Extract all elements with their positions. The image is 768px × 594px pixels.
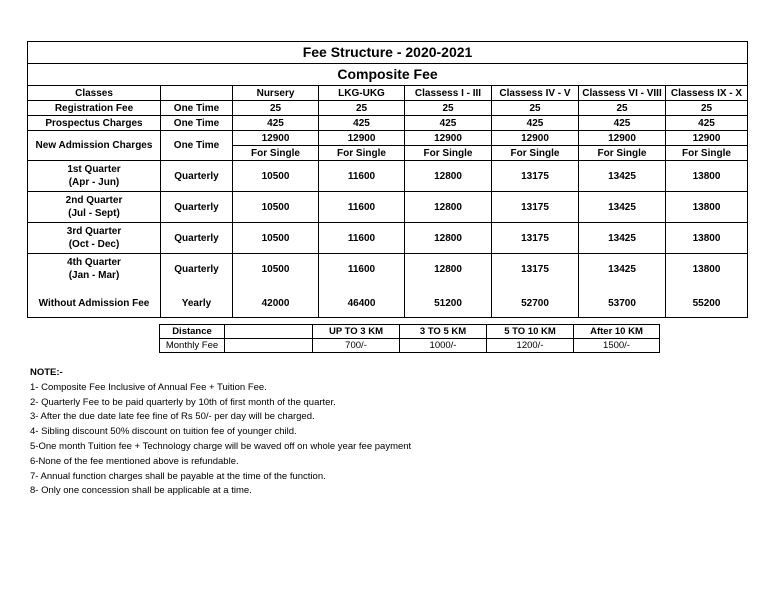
fee-cell: 42000 <box>233 289 319 318</box>
fee-cell: 10500 <box>233 254 319 285</box>
grade-header: Classess IV - V <box>492 86 579 101</box>
grade-header: Classess IX - X <box>666 86 748 101</box>
fee-cell: 10500 <box>233 192 319 223</box>
row-label: New Admission Charges <box>28 131 161 161</box>
fee-cell: 13800 <box>666 192 748 223</box>
fee-cell: 13175 <box>492 223 579 254</box>
grade-header: LKG-UKG <box>319 86 405 101</box>
quarter-name: 4th Quarter <box>67 257 121 268</box>
quarter-months: (Jan - Mar) <box>68 270 120 281</box>
monthly-fee-label: Monthly Fee <box>160 339 225 353</box>
notes-section <box>30 366 411 499</box>
for-single-note: For Single <box>405 146 492 161</box>
quarter-3-row <box>28 223 748 254</box>
note-item: 1- Composite Fee Inclusive of Annual Fee + Tuition Fee. <box>30 381 267 393</box>
note-item: 7- Annual function charges shall be payable at the time of the function. <box>30 470 326 482</box>
row-frequency: Quarterly <box>161 192 233 223</box>
fee-cell: 11600 <box>319 192 405 223</box>
fee-cell: 10500 <box>233 161 319 192</box>
fee-cell: 25 <box>492 101 579 116</box>
fee-cell: 12800 <box>405 223 492 254</box>
fee-cell: 12900 <box>492 131 579 146</box>
fee-cell: 425 <box>579 116 666 131</box>
fee-cell: 10500 <box>233 223 319 254</box>
row-label <box>28 161 161 192</box>
fee-cell: 12800 <box>405 254 492 285</box>
distance-range: 5 TO 10 KM <box>487 325 574 339</box>
note-item: 3- After the due date late fee fine of Rs 50/- per day will be charged. <box>30 411 315 423</box>
notes-heading: NOTE:- <box>30 367 63 378</box>
grade-header: Classess I - III <box>405 86 492 101</box>
fee-cell: 53700 <box>579 289 666 318</box>
row-frequency: One Time <box>161 101 233 116</box>
fee-cell: 11600 <box>319 254 405 285</box>
monthly-fee-value: 1000/- <box>400 339 487 353</box>
classes-header: Classes <box>28 86 161 101</box>
row-label <box>28 223 161 254</box>
quarter-months: (Oct - Dec) <box>68 239 120 250</box>
fee-cell: 25 <box>319 101 405 116</box>
row-label: Without Admission Fee <box>28 289 161 318</box>
distance-label: Distance <box>160 325 225 339</box>
for-single-note: For Single <box>233 146 319 161</box>
fee-structure-table <box>27 41 748 318</box>
fee-cell: 12900 <box>233 131 319 146</box>
row-label: Registration Fee <box>28 101 161 116</box>
page-title: Fee Structure - 2020-2021 <box>28 42 748 64</box>
row-frequency: One Time <box>161 131 233 161</box>
row-label <box>28 254 161 285</box>
monthly-fee-value: 1200/- <box>487 339 574 353</box>
fee-cell: 13800 <box>666 161 748 192</box>
quarter-name: 3rd Quarter <box>66 226 122 237</box>
fee-cell: 25 <box>233 101 319 116</box>
composite-fee-heading: Composite Fee <box>28 64 748 86</box>
monthly-fee-value: 1500/- <box>574 339 660 353</box>
fee-cell: 13800 <box>666 223 748 254</box>
fee-cell: 425 <box>405 116 492 131</box>
fee-cell: 425 <box>492 116 579 131</box>
quarter-1-row <box>28 161 748 192</box>
note-item: 6-None of the fee mentioned above is refundable. <box>30 455 239 467</box>
fee-cell: 11600 <box>319 161 405 192</box>
fee-cell: 13175 <box>492 254 579 285</box>
distance-range: UP TO 3 KM <box>313 325 400 339</box>
row-frequency: Yearly <box>161 289 233 318</box>
quarter-2-row <box>28 192 748 223</box>
fee-cell: 11600 <box>319 223 405 254</box>
row-label: Prospectus Charges <box>28 116 161 131</box>
frequency-header <box>161 86 233 101</box>
fee-cell: 13175 <box>492 192 579 223</box>
for-single-note: For Single <box>492 146 579 161</box>
distance-row <box>160 325 660 339</box>
fee-cell: 12900 <box>579 131 666 146</box>
distance-range: After 10 KM <box>574 325 660 339</box>
fee-cell: 425 <box>233 116 319 131</box>
fee-cell: 12800 <box>405 192 492 223</box>
admission-row <box>28 131 748 146</box>
registration-row <box>28 101 748 116</box>
transport-fee-table <box>159 324 660 353</box>
fee-cell: 25 <box>666 101 748 116</box>
row-label <box>28 192 161 223</box>
fee-cell: 25 <box>579 101 666 116</box>
fee-cell: 13425 <box>579 161 666 192</box>
row-frequency: One Time <box>161 116 233 131</box>
distance-range: 3 TO 5 KM <box>400 325 487 339</box>
grade-header: Nursery <box>233 86 319 101</box>
row-frequency: Quarterly <box>161 254 233 285</box>
fee-cell: 425 <box>319 116 405 131</box>
quarter-name: 2nd Quarter <box>65 195 123 206</box>
fee-cell: 52700 <box>492 289 579 318</box>
fee-cell: 13425 <box>579 223 666 254</box>
fee-cell: 13425 <box>579 192 666 223</box>
note-item: 4- Sibling discount 50% discount on tuition fee of younger child. <box>30 426 297 438</box>
note-item: 2- Quarterly Fee to be paid quarterly by 10th of first month of the quarter. <box>30 396 336 408</box>
fee-cell: 13175 <box>492 161 579 192</box>
fee-cell: 55200 <box>666 289 748 318</box>
grade-header: Classess VI - VIII <box>579 86 666 101</box>
quarter-name: 1st Quarter <box>67 164 121 175</box>
monthly-fee-row <box>160 339 660 353</box>
fee-cell: 425 <box>666 116 748 131</box>
fee-cell: 25 <box>405 101 492 116</box>
fee-cell: 13425 <box>579 254 666 285</box>
fee-cell: 12900 <box>405 131 492 146</box>
note-item: 8- Only one concession shall be applicable at a time. <box>30 485 252 497</box>
prospectus-row <box>28 116 748 131</box>
quarter-months: (Apr - Jun) <box>68 177 120 188</box>
for-single-note: For Single <box>666 146 748 161</box>
for-single-note: For Single <box>319 146 405 161</box>
yearly-row <box>28 289 748 318</box>
fee-cell: 46400 <box>319 289 405 318</box>
fee-cell: 12900 <box>666 131 748 146</box>
fee-cell: 12800 <box>405 161 492 192</box>
note-item: 5-One month Tuition fee + Technology charge will be waved off on whole year fee payment <box>30 440 412 452</box>
fee-cell: 51200 <box>405 289 492 318</box>
row-frequency: Quarterly <box>161 161 233 192</box>
quarter-4-row <box>28 254 748 285</box>
quarter-months: (Jul - Sept) <box>68 208 120 219</box>
for-single-note: For Single <box>579 146 666 161</box>
fee-cell: 12900 <box>319 131 405 146</box>
row-frequency: Quarterly <box>161 223 233 254</box>
fee-cell: 13800 <box>666 254 748 285</box>
monthly-fee-value: 700/- <box>313 339 400 353</box>
